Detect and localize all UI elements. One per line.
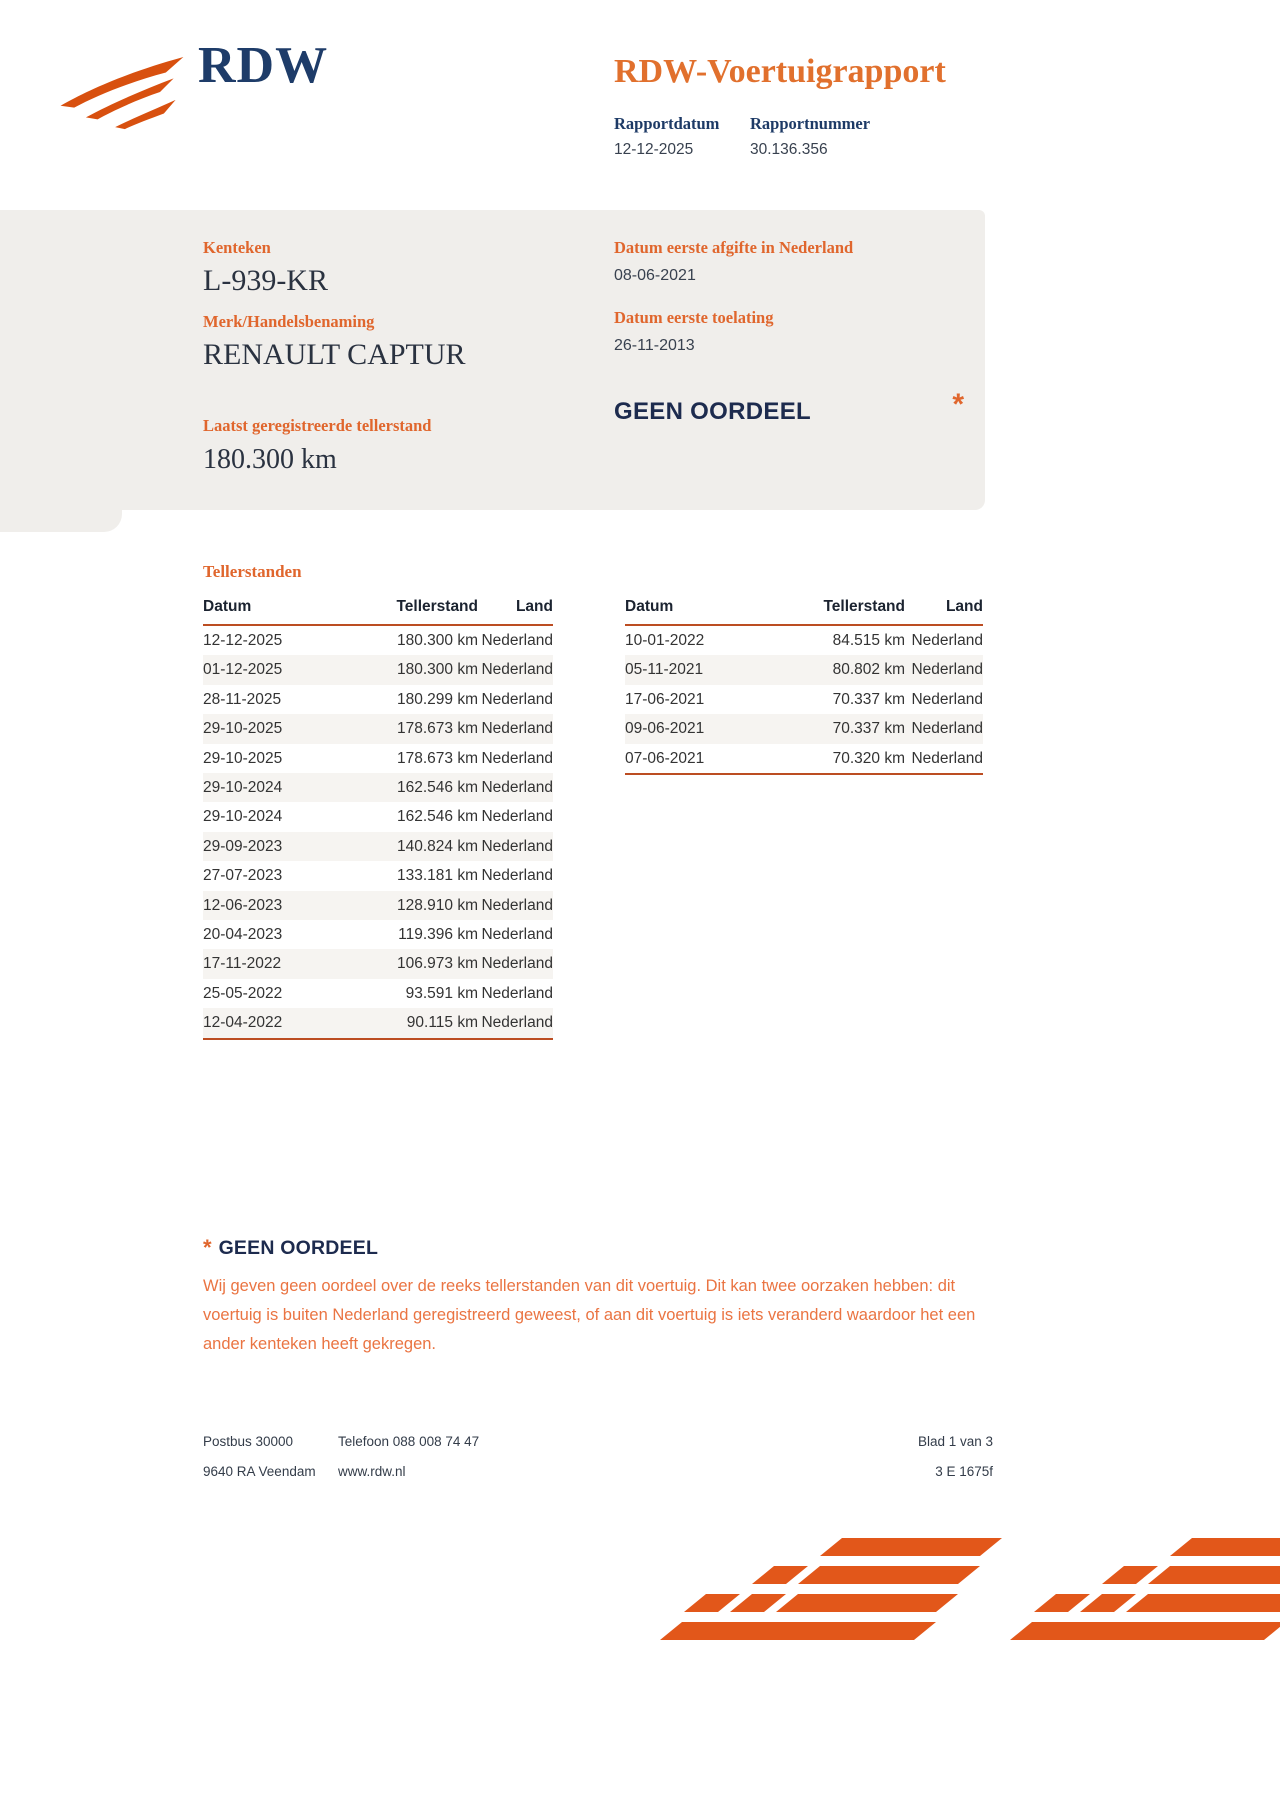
cell-tellerstand: 133.181 km xyxy=(397,867,478,885)
cell-land: Nederland xyxy=(481,837,553,855)
cell-tellerstand: 106.973 km xyxy=(397,955,478,973)
cell-datum: 29-09-2023 xyxy=(203,837,283,855)
rdw-logo-icon xyxy=(52,55,190,133)
cell-land: Nederland xyxy=(481,690,553,708)
table-row xyxy=(203,891,553,920)
table-row xyxy=(625,655,983,684)
table-row xyxy=(203,1008,553,1038)
footer-website: www.rdw.nl xyxy=(338,1464,406,1479)
kenteken-value: L-939-KR xyxy=(203,264,328,297)
cell-land: Nederland xyxy=(911,720,983,738)
table-row xyxy=(203,861,553,890)
cell-land: Nederland xyxy=(481,867,553,885)
cell-tellerstand: 119.396 km xyxy=(398,926,478,944)
cell-tellerstand: 140.824 km xyxy=(397,837,478,855)
footnote-title: GEEN OORDEEL xyxy=(218,1237,379,1259)
cell-datum: 29-10-2024 xyxy=(203,779,283,797)
cell-datum: 29-10-2025 xyxy=(203,720,283,738)
cell-tellerstand: 70.337 km xyxy=(832,720,905,738)
tellerstanden-section xyxy=(203,562,993,1032)
column-header-datum: Datum xyxy=(203,598,348,625)
table-row xyxy=(625,744,983,774)
cell-land: Nederland xyxy=(905,744,983,774)
footnote-section xyxy=(203,1236,1003,1359)
table-row xyxy=(203,744,553,773)
table-header-row xyxy=(625,598,983,625)
footer-address-line1: Postbus 30000 xyxy=(203,1434,294,1449)
cell-land: Nederland xyxy=(481,661,553,679)
cell-datum: 12-04-2022 xyxy=(203,1008,348,1038)
cell-tellerstand: 178.673 km xyxy=(397,720,478,738)
report-meta xyxy=(614,114,1044,159)
cell-land: Nederland xyxy=(481,720,553,738)
cell-datum: 17-11-2022 xyxy=(203,955,282,973)
cell-land: Nederland xyxy=(481,984,553,1002)
cell-datum: 12-06-2023 xyxy=(203,896,283,914)
cell-datum: 20-04-2023 xyxy=(203,926,283,944)
footnote-asterisk: * xyxy=(203,1235,212,1260)
cell-land: Nederland xyxy=(481,896,553,914)
footer-address-line2: 9640 RA Veendam xyxy=(203,1464,316,1479)
column-header-tellerstand: Tellerstand xyxy=(770,598,905,625)
cell-datum: 12-12-2025 xyxy=(203,632,283,649)
cell-datum: 25-05-2022 xyxy=(203,984,283,1002)
cell-tellerstand: 162.546 km xyxy=(397,808,478,826)
oordeel-text: GEEN OORDEEL xyxy=(614,398,811,425)
cell-land: Nederland xyxy=(481,779,553,797)
footer-phone: Telefoon 088 008 74 47 xyxy=(338,1434,480,1449)
cell-tellerstand: 178.673 km xyxy=(397,749,478,767)
afgifte-value: 08-06-2021 xyxy=(614,267,696,284)
cell-land: Nederland xyxy=(481,926,553,944)
report-title: RDW-Voertuigrapport xyxy=(614,53,946,90)
vehicle-summary-panel xyxy=(0,210,985,510)
report-number-value: 30.136.356 xyxy=(750,141,828,158)
tellerstanden-table-right xyxy=(625,598,983,775)
cell-datum: 01-12-2025 xyxy=(203,661,283,679)
cell-datum: 28-11-2025 xyxy=(203,690,282,708)
cell-land: Nederland xyxy=(911,632,983,649)
table-row xyxy=(625,625,983,655)
cell-land: Nederland xyxy=(481,808,553,826)
cell-datum: 27-07-2023 xyxy=(203,867,283,885)
table-row xyxy=(625,685,983,714)
cell-land: Nederland xyxy=(481,955,553,973)
merk-value: RENAULT CAPTUR xyxy=(203,338,466,371)
cell-datum: 05-11-2021 xyxy=(625,661,704,679)
tellerstand-label: Laatst geregistreerde tellerstand xyxy=(203,416,432,435)
vehicle-summary-right xyxy=(614,238,964,426)
column-header-tellerstand: Tellerstand xyxy=(348,598,478,625)
cell-tellerstand: 180.300 km xyxy=(397,632,478,649)
cell-tellerstand: 93.591 km xyxy=(405,984,478,1002)
cell-land: Nederland xyxy=(481,749,553,767)
cell-tellerstand: 180.299 km xyxy=(397,690,478,708)
report-number-label: Rapportnummer xyxy=(750,114,871,133)
footer-doc-code: 3 E 1675f xyxy=(935,1464,993,1479)
table-row xyxy=(203,655,553,684)
cell-land: Nederland xyxy=(911,690,983,708)
cell-tellerstand: 80.802 km xyxy=(832,661,905,679)
cell-datum: 29-10-2025 xyxy=(203,749,283,767)
cell-tellerstand: 162.546 km xyxy=(397,779,478,797)
rdw-logo-text: RDW xyxy=(198,37,329,94)
oordeel-asterisk: * xyxy=(952,388,964,421)
cell-tellerstand: 84.515 km xyxy=(832,632,905,649)
footnote-text: Wij geven geen oordeel over de reeks tellerstanden van dit voertuig. Dit kan twee oorzaken hebben: dit voertuig is buiten Nederland geregistreerd geweest, of aan dit voertuig is iets veranderd waardoor het een ander kenteken heeft gekregen. xyxy=(203,1277,976,1353)
table-row xyxy=(625,714,983,743)
table-row xyxy=(203,949,553,978)
afgifte-label: Datum eerste afgifte in Nederland xyxy=(614,238,854,257)
cell-datum: 17-06-2021 xyxy=(625,690,705,708)
kenteken-label: Kenteken xyxy=(203,238,271,257)
table-row xyxy=(203,832,553,861)
report-header xyxy=(614,52,1044,159)
report-date-label: Rapportdatum xyxy=(614,114,720,133)
cell-datum: 10-01-2022 xyxy=(625,632,705,649)
tellerstanden-table-left xyxy=(203,598,553,1040)
footer-page-number: Blad 1 van 3 xyxy=(917,1434,993,1449)
column-header-datum: Datum xyxy=(625,598,770,625)
table-row xyxy=(203,714,553,743)
cell-datum: 09-06-2021 xyxy=(625,720,705,738)
cell-tellerstand: 90.115 km xyxy=(348,1008,478,1038)
tellerstand-value: 180.300 km xyxy=(203,444,337,475)
vehicle-summary-left xyxy=(203,238,593,476)
column-header-land: Land xyxy=(905,598,983,625)
table-row xyxy=(203,920,553,949)
tellerstanden-heading: Tellerstanden xyxy=(203,562,302,581)
cell-tellerstand: 128.910 km xyxy=(397,896,478,914)
cell-land: Nederland xyxy=(478,1008,553,1038)
table-row xyxy=(203,685,553,714)
table-row xyxy=(203,773,553,802)
cell-tellerstand: 180.300 km xyxy=(397,661,478,679)
toelating-value: 26-11-2013 xyxy=(614,337,695,354)
cell-land: Nederland xyxy=(911,661,983,679)
cell-land: Nederland xyxy=(481,632,553,649)
cell-datum: 07-06-2021 xyxy=(625,744,770,774)
table-row xyxy=(203,979,553,1008)
report-date-value: 12-12-2025 xyxy=(614,141,694,158)
cell-datum: 29-10-2024 xyxy=(203,808,283,826)
toelating-label: Datum eerste toelating xyxy=(614,308,774,327)
cell-tellerstand: 70.320 km xyxy=(770,744,905,774)
table-header-row xyxy=(203,598,553,625)
table-row xyxy=(203,802,553,831)
table-row xyxy=(203,625,553,655)
cell-tellerstand: 70.337 km xyxy=(832,690,905,708)
vehicle-summary-panel-tab xyxy=(0,508,122,532)
column-header-land: Land xyxy=(478,598,553,625)
merk-label: Merk/Handelsbenaming xyxy=(203,312,375,331)
speedmark-pattern xyxy=(660,1538,1280,1648)
